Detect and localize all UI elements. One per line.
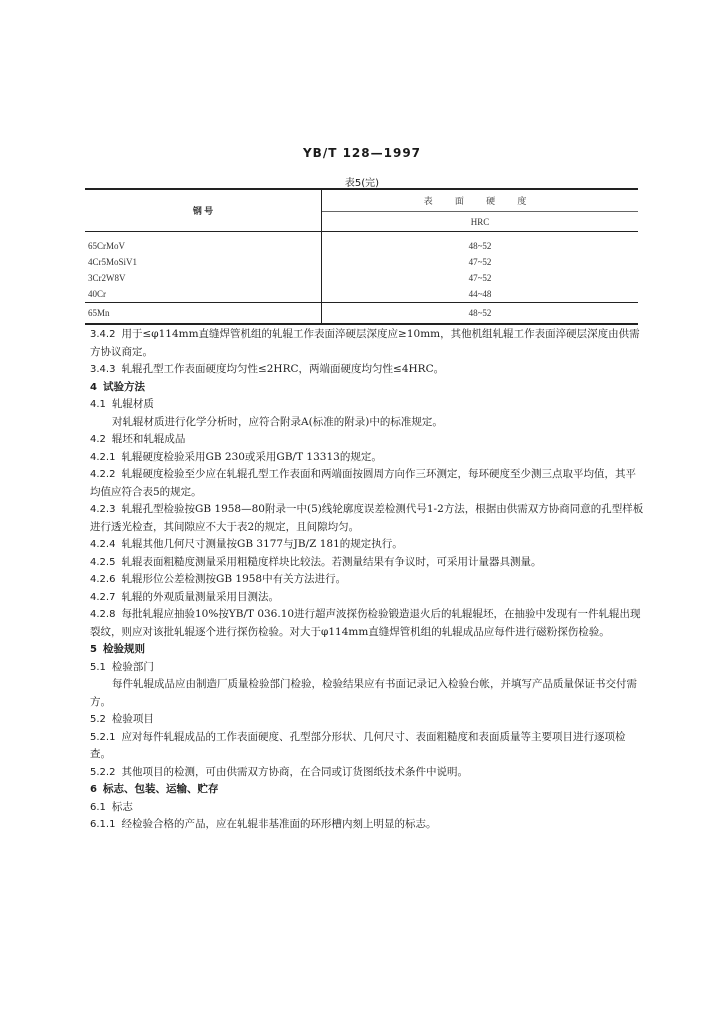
hardness-table [85, 188, 638, 325]
clause-number: 4.2.3 [90, 504, 116, 515]
section-heading [90, 641, 644, 659]
clause-text: 每批轧辊应抽验10%按YB/T 036.10进行超声波探伤检验锻造退火后的轧辊辊坯，在抽验中发现有一件轧辊出现裂纹，则应对该批轧辊逐个进行探伤检验。对大于φ114mm直缝焊管机组的轧辊成品应每件进行磁粉探伤检验。 [90, 608, 641, 638]
clause-text: 检验部门 [111, 660, 154, 673]
clause-text: 轧辊硬度检验至少应在轧辊孔型工作表面和两端面按圆周方向作三环测定，每环硬度至少测三点取平均值，其平均值应符合表5的规定。 [90, 468, 636, 498]
clause-number: 4.1 [90, 399, 106, 410]
clause-text: 其他项目的检测，可由供需双方协商，在合同或订货图纸技术条件中说明。 [121, 765, 468, 778]
column-header-unit: HRC [322, 212, 639, 232]
clause-text: 辊坯和轧辊成品 [111, 433, 186, 445]
clause-text: 用于≤φ114mm直缝焊管机组的轧辊工作表面淬硬层深度应≥10mm，其他机组轧辊工作表面淬硬层深度由供需方协议商定。 [90, 328, 640, 358]
paragraph [90, 816, 644, 834]
clause-number: 3.4.2 [90, 329, 116, 340]
clause-text: 标志、包装、运输、贮存 [102, 783, 219, 795]
clause-text: 轧辊硬度检验采用GB 230或采用GB/T 13313的规定。 [121, 450, 382, 463]
table-caption: 表5(完) [344, 178, 380, 189]
clause-number: 4.2.8 [90, 609, 116, 620]
clause-text: 轧辊孔型检验按GB 1958—80附录一中(5)线轮廓度误差检测代号1-2方法，根据由供需双方协商同意的孔型样板进行透光检查，其间隙应不大于表2的规定，且间隙均匀。 [90, 503, 644, 533]
clause-text: 轧辊表面粗糙度测量采用粗糙度样块比较法。若测量结果有争议时，可采用计量器具测量。 [121, 555, 542, 568]
clause-number: 5 [90, 644, 97, 655]
paragraph [90, 659, 644, 677]
clause-number: 4.2.2 [90, 469, 116, 480]
clause-text: 经检验合格的产品，应在轧辊非基准面的环形槽内刻上明显的标志。 [121, 818, 437, 830]
paragraph [90, 414, 644, 432]
clause-number: 4 [90, 381, 97, 393]
paragraph [90, 361, 644, 379]
paragraph [90, 326, 644, 361]
hardness-cell: 47~52 [468, 273, 492, 283]
paragraph [90, 676, 644, 711]
paragraph [90, 799, 644, 817]
clause-text: 检验项目 [111, 713, 154, 725]
clause-text: 对轧辊材质进行化学分析时，应符合附录A(标准的附录)中的标准规定。 [112, 415, 443, 428]
paragraph [90, 606, 644, 641]
paragraph [90, 764, 644, 782]
clause-number: 4.2.7 [90, 591, 116, 603]
hardness-cell: 48~52 [322, 303, 639, 325]
paragraph [90, 536, 644, 554]
grade-cell: 65Mn [85, 303, 322, 325]
clause-number: 4.2.4 [90, 539, 116, 550]
clause-text: 轧辊形位公差检测按GB 1958中有关方法进行。 [121, 573, 347, 585]
section-heading [90, 379, 644, 397]
column-header-hardness: 表 面 硬 度 [322, 189, 639, 212]
clause-text: 轧辊材质 [111, 398, 154, 410]
clause-number: 3.4.3 [90, 364, 116, 375]
clause-number: 5.2.1 [90, 731, 116, 743]
grade-cell: 65CrMoV [85, 232, 322, 255]
clause-text: 轧辊其他几何尺寸测量按GB 3177与JB/Z 181的规定执行。 [121, 538, 403, 550]
clause-number: 4.2.5 [90, 556, 116, 568]
clause-number: 6.1.1 [90, 819, 116, 830]
clause-text: 试验方法 [102, 380, 145, 393]
paragraph [90, 431, 644, 449]
clause-number: 6.1 [90, 801, 106, 813]
grade-cell: 4Cr5MoSiV1 [85, 254, 322, 270]
grade-cell: 40Cr [85, 286, 322, 303]
paragraph [90, 466, 644, 501]
clause-text: 标志 [111, 800, 133, 813]
hardness-cell: 47~52 [468, 257, 492, 267]
clause-number: 5.2.2 [90, 766, 116, 778]
table-row [85, 270, 638, 286]
hardness-cell: 48~52 [468, 241, 492, 251]
clause-text: 应对每件轧辊成品的工作表面硬度、孔型部分形状、几何尺寸、表面粗糙度和表面质量等主要项目进行逐项检查。 [90, 730, 626, 760]
clause-number: 5.1 [90, 661, 106, 673]
table-row [85, 254, 638, 270]
document-header: YB/T 128—1997 [302, 146, 422, 160]
clause-text: 检验规则 [102, 643, 145, 655]
paragraph [90, 711, 644, 729]
column-header-grade: 钢 号 [85, 189, 322, 232]
table-row [85, 232, 638, 255]
clause-number: 4.2.1 [90, 451, 116, 463]
paragraph [90, 501, 644, 536]
paragraph [90, 571, 644, 589]
clause-text: 轧辊的外观质量测量采用目测法。 [121, 590, 279, 603]
clause-number: 4.2 [90, 434, 106, 445]
paragraph [90, 729, 644, 764]
clause-number: 4.2.6 [90, 574, 116, 585]
paragraph [90, 554, 644, 572]
clause-number: 5.2 [90, 714, 106, 725]
clause-text: 轧辊孔型工作表面硬度均匀性≤2HRC，两端面硬度均匀性≤4HRC。 [121, 363, 445, 375]
table-row [85, 303, 638, 325]
grade-cell: 3Cr2W8V [85, 270, 322, 286]
hardness-cell: 44~48 [468, 289, 492, 299]
clause-text: 每件轧辊成品应由制造厂质量检验部门检验，检验结果应有书面记录记入检验台帐，并填写产品质量保证书交付需方。 [90, 678, 638, 708]
paragraph [90, 589, 644, 607]
table-row [85, 286, 638, 303]
paragraph [90, 396, 644, 414]
clause-number: 6 [90, 784, 97, 795]
paragraph [90, 449, 644, 467]
document-body [90, 326, 644, 834]
section-heading [90, 781, 644, 799]
